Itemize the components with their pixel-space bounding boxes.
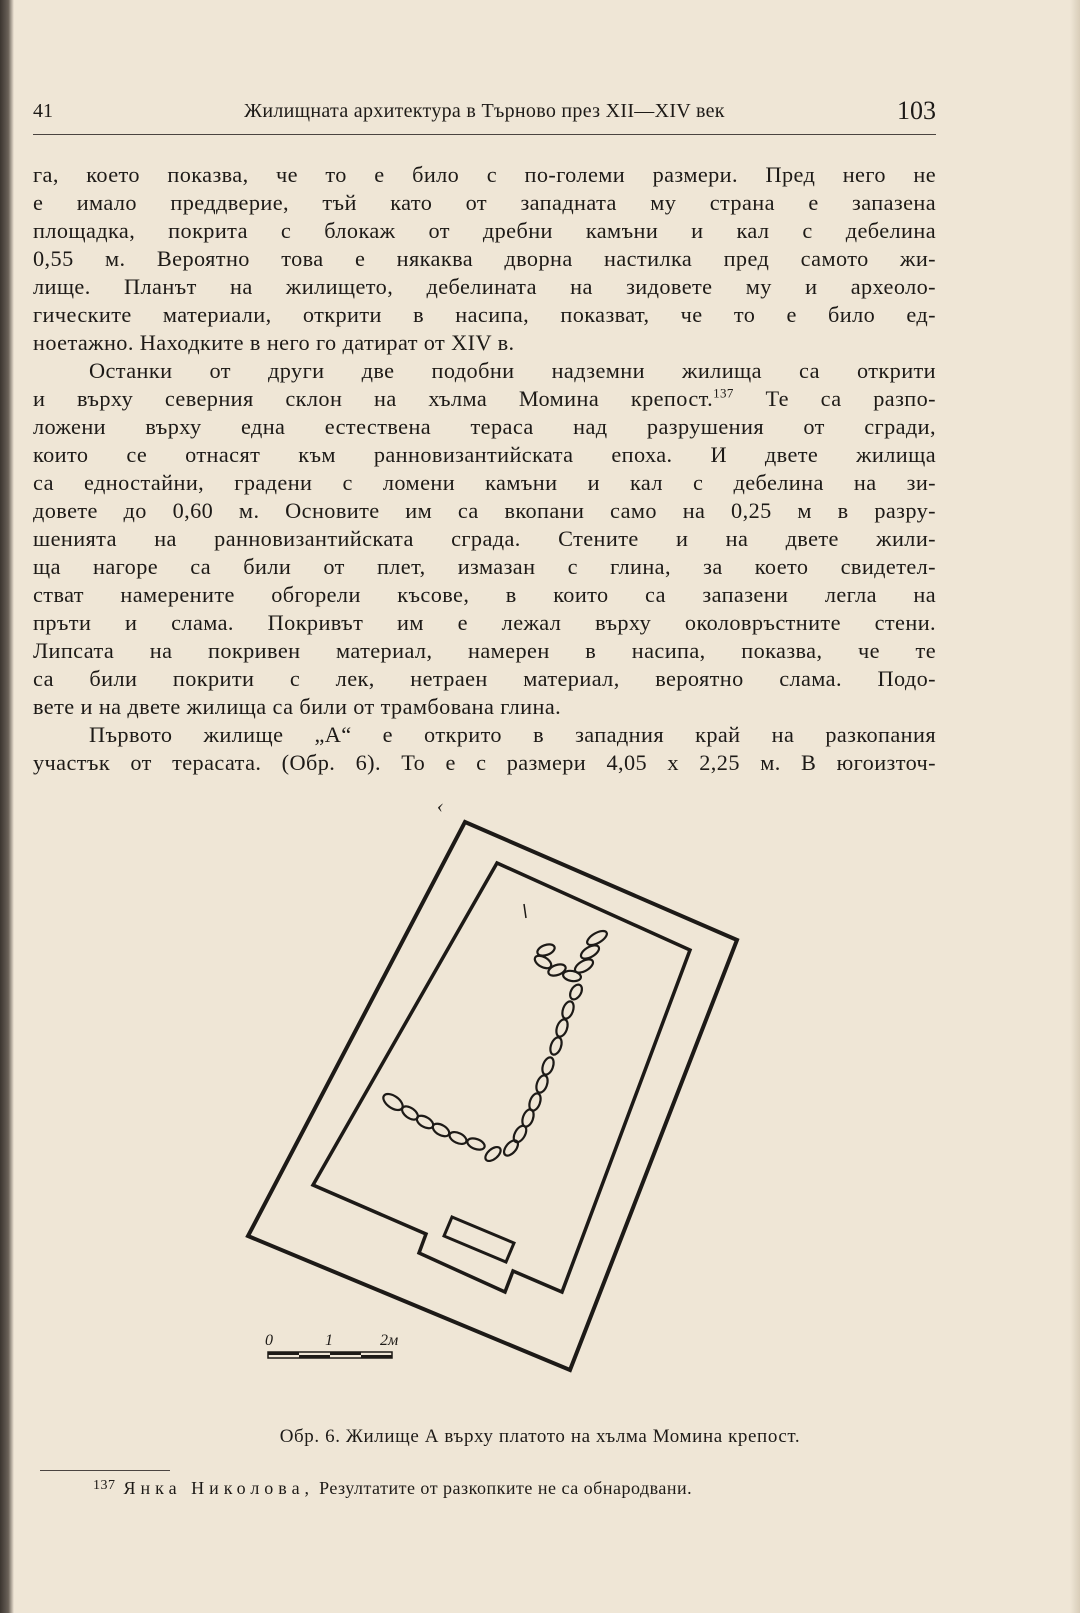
text-line: са били покрити с лек, нетраен материал, вероятно слама. Подо- bbox=[33, 666, 936, 691]
interior-mark bbox=[524, 904, 526, 918]
text-line: довете до 0,60 м. Основите им са вкопани само на 0,25 м в разру- bbox=[33, 498, 936, 523]
scale-label-2: 2м bbox=[380, 1332, 399, 1349]
text-line: вете и на двете жилища са били от трамбована глина. bbox=[33, 694, 562, 719]
footnote bbox=[93, 1478, 963, 1499]
threshold-stone bbox=[444, 1217, 514, 1262]
text-line: га, което показва, че то е било с по-големи размери. Пред него не bbox=[33, 162, 936, 187]
text-line: лище. Планът на жилището, дебелината на зидовете му и археоло- bbox=[33, 274, 936, 299]
text-line: пръти и слама. Покривът им е лежал върху околовръстните стени. bbox=[33, 610, 936, 635]
text-line: Останки от други две подобни надземни жилища са открити bbox=[89, 358, 936, 383]
text-line: които се отнасят към ранновизантийската епоха. И двете жилища bbox=[33, 442, 936, 467]
text-line: Липсата на покривен материал, намерен в насипа, показва, че те bbox=[33, 638, 936, 663]
text-line: са едностайни, градени с ломени камъни и кал с дебелина на зи- bbox=[33, 470, 936, 495]
footnote-author: Янка Николова, bbox=[123, 1478, 315, 1498]
floor-plan-figure bbox=[0, 800, 1080, 1400]
scale-label-1: 1 bbox=[325, 1332, 333, 1349]
page-number: 103 bbox=[897, 96, 936, 125]
inner-wall-outline bbox=[313, 863, 690, 1292]
text-line: ноетажно. Находките в него го датират от XIV в. bbox=[33, 330, 515, 355]
figure-caption: Обр. 6. Жилище А върху платото на хълма Момина крепост. bbox=[279, 1426, 801, 1447]
north-mark: ‹ bbox=[437, 800, 444, 817]
text-segment: и върху северния склон на хълма Момина крепост. bbox=[33, 386, 714, 411]
scale-bar bbox=[265, 1332, 398, 1358]
scale-label-0: 0 bbox=[265, 1332, 273, 1349]
text-line: площадка, покрита с блокаж от дребни камъни и кал с дебелина bbox=[33, 218, 936, 243]
header-left-number: 41 bbox=[33, 100, 53, 122]
footnote-ref: 137 bbox=[713, 385, 734, 401]
body-text bbox=[33, 161, 936, 777]
text-line: участък от терасата. (Обр. 6). То е с размери 4,05 х 2,25 м. В югоизточ- bbox=[33, 750, 936, 775]
running-header bbox=[33, 98, 936, 135]
text-line-with-footnote bbox=[33, 385, 936, 413]
text-line: е имало преддверие, тъй като от западната му страна е запазена bbox=[33, 190, 936, 215]
stone-rows bbox=[381, 928, 609, 1163]
footnote-number: 137 bbox=[93, 1478, 116, 1493]
header-title: Жилищната архитектура в Търново през XII—XIV век bbox=[244, 100, 725, 122]
text-line: шенията на ранновизантийската сграда. Стените и на двете жили- bbox=[33, 526, 936, 551]
text-line: Първото жилище „А“ е открито в западния край на разкопания bbox=[89, 722, 936, 747]
footnote-text: Резултатите от разкопките не са обнародвани. bbox=[314, 1478, 693, 1498]
text-line: стват намерените обгорели късове, в които са запазени легла на bbox=[33, 582, 936, 607]
text-line: 0,55 м. Вероятно това е някаква дворна настилка пред самото жи- bbox=[33, 246, 936, 271]
footnote-rule bbox=[40, 1470, 170, 1471]
text-segment: Те са разпо- bbox=[733, 386, 937, 411]
text-line: гическите материали, открити в насипа, показват, че то е било ед- bbox=[33, 302, 936, 327]
text-line: ща нагоре са били от плет, измазан с глина, за което свидетел- bbox=[33, 554, 936, 579]
text-line: ложени върху една естествена тераса над разрушения от сгради, bbox=[33, 414, 936, 439]
